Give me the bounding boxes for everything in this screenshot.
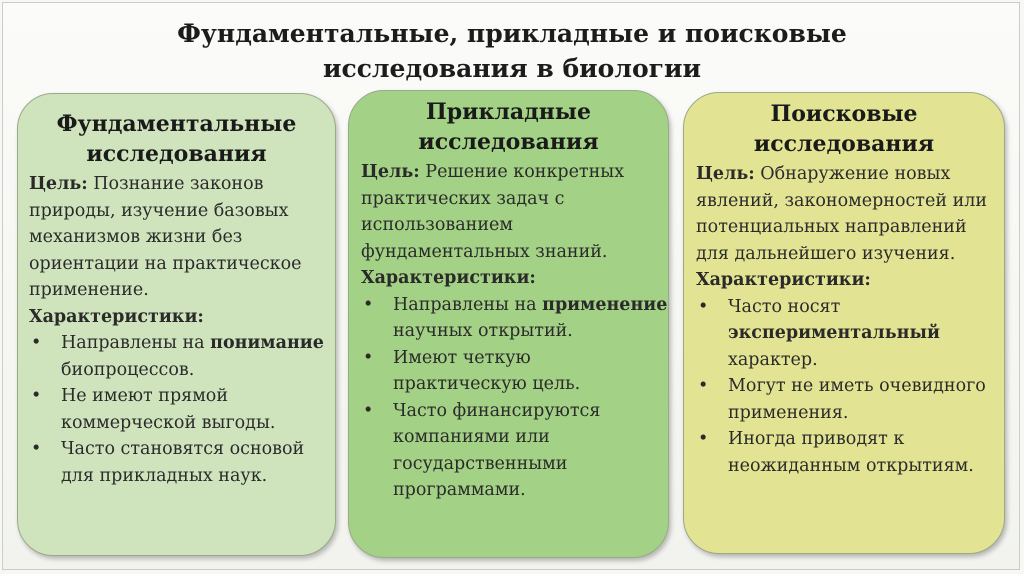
item-text: Имеют четкую практическую цель. <box>393 347 581 394</box>
characteristics-list <box>29 330 335 489</box>
list-item <box>696 373 1004 426</box>
goal-text: Познание законов природы, изучение базовых механизмов жизни без ориентации на практическое применение. <box>29 174 302 300</box>
item-emphasis: понимание <box>210 333 324 353</box>
goal-label: Цель: <box>29 174 88 194</box>
card-title <box>349 97 668 157</box>
slide-title <box>0 16 1024 86</box>
card-title-line-2: исследования <box>86 141 267 167</box>
bullet-icon: • <box>31 333 42 353</box>
bullet-icon: • <box>363 294 374 315</box>
list-item <box>361 292 668 345</box>
slide-title-line-2: исследования в биологии <box>322 54 702 83</box>
item-emphasis: экспериментальный <box>728 323 940 343</box>
bullet-icon: • <box>31 386 42 406</box>
card-fundamental <box>17 93 336 556</box>
item-emphasis: применение <box>542 294 668 315</box>
card-title-line-1: Поисковые <box>770 101 918 127</box>
item-text: Иногда приводят к неожиданным открытиям. <box>728 429 974 476</box>
item-text-tail: характер. <box>728 349 818 370</box>
bullet-icon: • <box>363 400 374 421</box>
item-text-tail: биопроцессов. <box>61 359 195 380</box>
card-title <box>684 99 1004 159</box>
bullet-icon: • <box>31 439 42 459</box>
card-title-line-1: Фундаментальные <box>56 111 297 137</box>
list-item <box>361 345 668 398</box>
card-body <box>684 161 1004 479</box>
card-title-line-1: Прикладные <box>426 99 591 125</box>
characteristics-label: Характеристики: <box>361 268 536 288</box>
goal-label: Цель: <box>361 162 420 182</box>
list-item <box>29 383 335 436</box>
goal-text: Обнаружение новых явлений, закономерностей или потенциальных направлений для дальнейшего изучения. <box>696 164 988 264</box>
characteristics-label: Характеристики: <box>696 270 871 290</box>
goal-paragraph <box>29 171 335 304</box>
list-item <box>361 398 668 504</box>
bullet-icon: • <box>698 376 709 396</box>
card-title <box>18 109 335 169</box>
list-item <box>696 426 1004 479</box>
characteristics-list <box>696 294 1004 480</box>
item-text: Часто становятся основой для прикладных наук. <box>61 439 305 486</box>
item-text: Могут не иметь очевидного применения. <box>728 376 986 423</box>
card-body <box>18 171 335 489</box>
characteristics-label: Характеристики: <box>29 306 204 327</box>
bullet-icon: • <box>698 296 709 317</box>
item-text: Направлены на <box>393 294 543 315</box>
bullet-icon: • <box>363 347 374 368</box>
card-title-line-2: исследования <box>753 131 935 157</box>
list-item <box>696 294 1004 374</box>
list-item <box>29 330 335 383</box>
item-text: Не имеют прямой коммерческой выгоды. <box>61 386 276 433</box>
item-text: Направлены на <box>61 333 211 353</box>
card-exploratory <box>683 92 1005 554</box>
card-applied <box>348 90 669 558</box>
goal-text: Решение конкретных практических задач с использованием фундаментальных знаний. <box>361 162 625 262</box>
card-body <box>349 159 668 504</box>
characteristics-list <box>361 292 668 504</box>
list-item <box>29 436 335 489</box>
goal-paragraph <box>361 159 668 265</box>
bullet-icon: • <box>698 429 709 449</box>
goal-label: Цель: <box>696 164 755 184</box>
item-text: Часто носят <box>728 296 841 317</box>
item-text-tail: научных открытий. <box>393 321 573 341</box>
item-text: Часто финансируются компаниями или государственными программами. <box>393 400 601 500</box>
slide-title-line-1: Фундаментальные, прикладные и поисковые <box>177 19 847 48</box>
card-title-line-2: исследования <box>418 129 599 155</box>
goal-paragraph <box>696 161 1004 267</box>
